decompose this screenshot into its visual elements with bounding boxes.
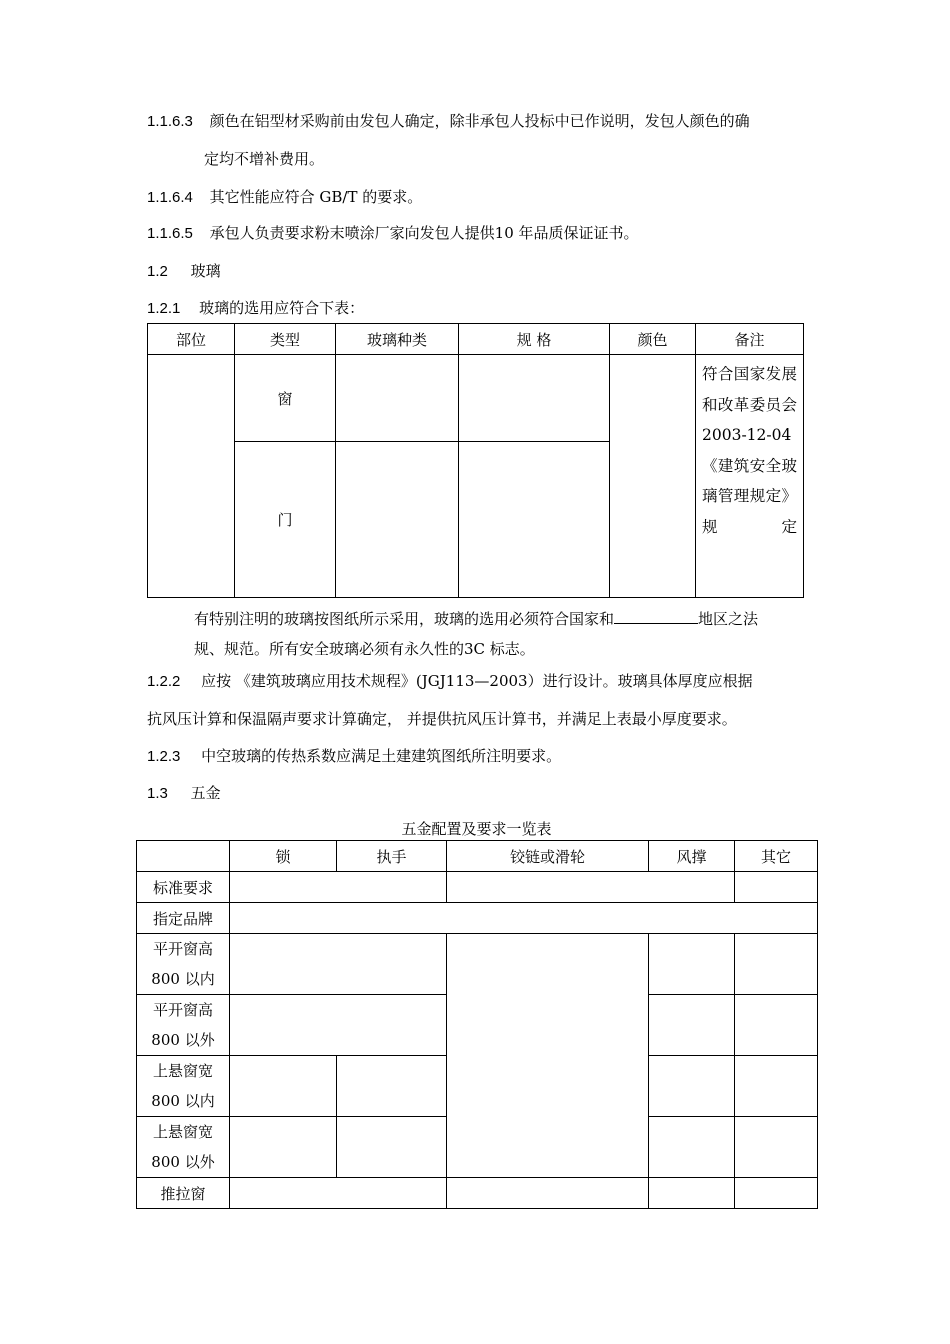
value-cell xyxy=(230,1056,337,1117)
paragraph-text: 颜色在铝型材采购前由发包人确定，除非承包人投标中已作说明，发包人颜色的确 xyxy=(209,112,750,130)
value-cell xyxy=(735,872,818,903)
header-cell: 备注 xyxy=(696,324,804,355)
row-label-line: 平开窗高 xyxy=(152,1001,213,1019)
value-cell xyxy=(735,1056,818,1117)
hardware-table-caption: 五金配置及要求一览表 xyxy=(401,820,552,838)
note-text: 地区之法 xyxy=(698,610,759,628)
value-cell xyxy=(447,1178,649,1209)
row-label: 标准要求 xyxy=(137,872,230,903)
header-cell: 玻璃种类 xyxy=(336,324,459,355)
value-cell xyxy=(230,1178,447,1209)
header-cell: 执手 xyxy=(337,841,447,872)
row-label-line: 800 以外 xyxy=(151,1153,215,1171)
header-cell xyxy=(137,841,230,872)
paragraph-1-2-1 xyxy=(147,297,364,318)
type-cell-door: 门 xyxy=(235,442,336,598)
value-cell xyxy=(230,872,447,903)
glass-note-line2: 规、规范。所有安全玻璃必须有永久性的3C 标志。 xyxy=(194,640,535,658)
glass-kind-cell xyxy=(336,355,459,442)
row-label-line: 800 以外 xyxy=(151,1031,215,1049)
heading-1-2 xyxy=(147,260,221,281)
value-cell xyxy=(649,1178,735,1209)
glass-table xyxy=(147,323,804,598)
paragraph-1-2-2 xyxy=(147,670,753,691)
heading-1-3 xyxy=(147,782,221,803)
row-label-line: 800 以内 xyxy=(151,970,215,988)
row-label xyxy=(137,995,230,1056)
value-cell xyxy=(649,1056,735,1117)
value-cell xyxy=(337,1056,447,1117)
color-cell xyxy=(610,355,696,598)
paragraph-1-1-6-5 xyxy=(147,222,639,243)
row-label-line: 800 以内 xyxy=(151,1092,215,1110)
section-number: 1.2 xyxy=(147,263,168,280)
value-cell xyxy=(735,934,818,995)
paragraph-text: 承包人负责要求粉末喷涂厂家向发包人提供10 年品质保证证书。 xyxy=(209,224,639,242)
note-cell: 符合国家发展和改革委员会2003-12-04《建筑安全玻璃管理规定》规定 xyxy=(696,355,804,598)
hardware-table xyxy=(136,840,818,1209)
row-label: 推拉窗 xyxy=(137,1178,230,1209)
value-cell xyxy=(735,1117,818,1178)
value-cell xyxy=(649,995,735,1056)
section-number: 1.2.1 xyxy=(147,300,181,317)
header-cell: 铰链或滑轮 xyxy=(447,841,649,872)
section-number: 1.2.2 xyxy=(147,673,181,690)
spec-cell xyxy=(459,355,610,442)
paragraph-1-1-6-4 xyxy=(147,186,422,207)
value-cell xyxy=(337,1117,447,1178)
row-label xyxy=(137,934,230,995)
section-number: 1.1.6.3 xyxy=(147,113,193,130)
paragraph-text: 中空玻璃的传热系数应满足土建建筑图纸所注明要求。 xyxy=(201,747,562,765)
hinge-merged-cell xyxy=(447,934,649,1178)
paragraph-text: 其它性能应符合 GB/T 的要求。 xyxy=(209,188,423,206)
row-label-line: 上悬窗宽 xyxy=(152,1123,213,1141)
type-cell-window: 窗 xyxy=(235,355,336,442)
heading-text: 五金 xyxy=(190,784,221,802)
heading-text: 玻璃 xyxy=(190,262,221,280)
value-cell xyxy=(230,903,818,934)
value-cell xyxy=(447,872,735,903)
section-number: 1.1.6.5 xyxy=(147,225,193,242)
paragraph-text: 应按 《建筑玻璃应用技术规程》(JGJ113—2003）进行设计。玻璃具体厚度应根据 xyxy=(201,672,753,690)
value-cell xyxy=(230,934,447,995)
value-cell xyxy=(230,995,447,1056)
note-text: 有特别注明的玻璃按图纸所示采用，玻璃的选用必须符合国家和 xyxy=(194,610,615,628)
paragraph-text: 玻璃的选用应符合下表： xyxy=(199,299,365,317)
row-label xyxy=(137,1056,230,1117)
location-cell xyxy=(148,355,235,598)
value-cell xyxy=(649,1117,735,1178)
value-cell xyxy=(649,934,735,995)
row-label-line: 上悬窗宽 xyxy=(152,1062,213,1080)
header-cell: 类型 xyxy=(235,324,336,355)
section-number: 1.1.6.4 xyxy=(147,189,193,206)
glass-note-line1 xyxy=(194,608,758,629)
header-cell: 颜色 xyxy=(610,324,696,355)
header-cell: 其它 xyxy=(735,841,818,872)
row-label xyxy=(137,1117,230,1178)
header-cell: 锁 xyxy=(230,841,337,872)
paragraph-text-continued: 定均不增补费用。 xyxy=(204,150,325,168)
glass-kind-cell xyxy=(336,442,459,598)
value-cell xyxy=(735,1178,818,1209)
paragraph-text-continued: 抗风压计算和保温隔声要求计算确定， 并提供抗风压计算书，并满足上表最小厚度要求。 xyxy=(147,710,737,728)
spec-cell xyxy=(459,442,610,598)
fill-in-blank xyxy=(614,609,698,624)
row-label-line: 平开窗高 xyxy=(152,940,213,958)
section-number: 1.2.3 xyxy=(147,748,181,765)
paragraph-1-1-6-3 xyxy=(147,110,750,131)
header-cell: 风撑 xyxy=(649,841,735,872)
header-cell: 规 格 xyxy=(459,324,610,355)
paragraph-1-2-3 xyxy=(147,745,561,766)
value-cell xyxy=(230,1117,337,1178)
header-cell: 部位 xyxy=(148,324,235,355)
value-cell xyxy=(735,995,818,1056)
row-label: 指定品牌 xyxy=(137,903,230,934)
section-number: 1.3 xyxy=(147,785,168,802)
